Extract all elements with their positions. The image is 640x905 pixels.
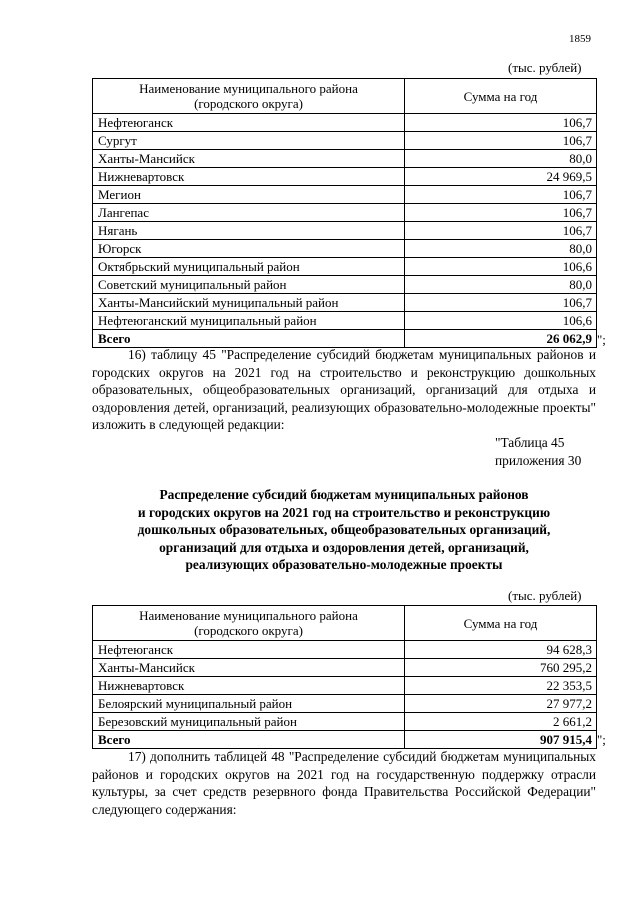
table1-total-value: 26 062,9 bbox=[405, 330, 597, 348]
table1-row-value: 80,0 bbox=[405, 240, 597, 258]
table1-closing-quote: "; bbox=[597, 332, 606, 347]
table2-row-value: 94 628,3 bbox=[405, 641, 597, 659]
paragraph-16 bbox=[92, 346, 596, 434]
table2-subsidies bbox=[92, 605, 597, 749]
table1-row-name: Нефтеюганск bbox=[93, 114, 405, 132]
table1-row bbox=[93, 312, 597, 330]
table1-row-name: Ханты-Мансийск bbox=[93, 150, 405, 168]
table1-body bbox=[93, 114, 597, 348]
paragraph-17-text: 17) дополнить таблицей 48 "Распределение субсидий бюджетам муниципальных районов и городских округов на 2021 год на государственную поддержку отрасли культуры, за счет средств резервного фонда Правительства Российской Федерации" следующего содержания: bbox=[92, 749, 596, 817]
table1-row-value: 80,0 bbox=[405, 150, 597, 168]
table1-header-name-line1: Наименование муниципального района bbox=[139, 81, 358, 96]
page-number: 1859 bbox=[569, 33, 591, 45]
distribution-heading bbox=[92, 486, 596, 574]
table1-total-label: Всего bbox=[93, 330, 405, 348]
table1-unit-label: (тыс. рублей) bbox=[508, 60, 582, 75]
table2-row-value: 760 295,2 bbox=[405, 659, 597, 677]
table2-closing-quote: "; bbox=[597, 732, 606, 747]
paragraph-16-text: 16) таблицу 45 "Распределение субсидий бюджетам муниципальных районов и городских округов на 2021 год на строительство и реконструкцию дошкольных образовательных, общеобразовательных организаций, организаций для отдыха и оздоровления детей, организаций, реализующих образовательно-молодежные проекты" изложить в следующей редакции: bbox=[92, 347, 596, 432]
table1-row-value: 106,7 bbox=[405, 294, 597, 312]
table2-header-sum: Сумма на год bbox=[405, 606, 597, 641]
table1-row bbox=[93, 222, 597, 240]
table1-row-name: Лангепас bbox=[93, 204, 405, 222]
table1-row-name: Октябрьский муниципальный район bbox=[93, 258, 405, 276]
table1-row bbox=[93, 204, 597, 222]
table1-row-name: Сургут bbox=[93, 132, 405, 150]
table2-row bbox=[93, 677, 597, 695]
table1-row-value: 106,7 bbox=[405, 222, 597, 240]
table2-total-label: Всего bbox=[93, 731, 405, 749]
table2-header-name-line2: (городского округа) bbox=[194, 623, 303, 638]
table1-header-name bbox=[93, 79, 405, 114]
heading-line1: Распределение субсидий бюджетам муниципальных районов bbox=[159, 487, 529, 502]
table1-row bbox=[93, 294, 597, 312]
table1-header-row bbox=[93, 79, 597, 114]
table1-row-value: 106,7 bbox=[405, 132, 597, 150]
table1-row-name: Югорск bbox=[93, 240, 405, 258]
table1-row-value: 24 969,5 bbox=[405, 168, 597, 186]
paragraph-17 bbox=[92, 748, 596, 818]
table2-row-value: 22 353,5 bbox=[405, 677, 597, 695]
table2-header-name-line1: Наименование муниципального района bbox=[139, 608, 358, 623]
table1-header-sum: Сумма на год bbox=[405, 79, 597, 114]
table2-row bbox=[93, 659, 597, 677]
heading-line5: реализующих образовательно-молодежные проекты bbox=[185, 557, 503, 572]
table1-row bbox=[93, 276, 597, 294]
table2-total-row bbox=[93, 731, 597, 749]
table1-row-name: Ханты-Мансийский муниципальный район bbox=[93, 294, 405, 312]
table2-row bbox=[93, 641, 597, 659]
table1-row bbox=[93, 150, 597, 168]
table1-row bbox=[93, 114, 597, 132]
table2-row-name: Березовский муниципальный район bbox=[93, 713, 405, 731]
table1-row-value: 106,6 bbox=[405, 258, 597, 276]
table2-header-name bbox=[93, 606, 405, 641]
table1-row bbox=[93, 186, 597, 204]
table2-row bbox=[93, 695, 597, 713]
table1-row-value: 106,7 bbox=[405, 204, 597, 222]
table2-unit-label: (тыс. рублей) bbox=[508, 588, 582, 603]
heading-line3: дошкольных образовательных, общеобразовательных организаций, bbox=[137, 522, 551, 537]
table2-row-name: Нижневартовск bbox=[93, 677, 405, 695]
table1-row bbox=[93, 240, 597, 258]
heading-line2: и городских округов на 2021 год на строительство и реконструкцию bbox=[137, 504, 551, 520]
table2-body bbox=[93, 641, 597, 749]
table2-row-name: Белоярский муниципальный район bbox=[93, 695, 405, 713]
table1-row bbox=[93, 168, 597, 186]
table2-row-value: 2 661,2 bbox=[405, 713, 597, 731]
table2-total-value: 907 915,4 bbox=[405, 731, 597, 749]
table1-row-value: 106,7 bbox=[405, 114, 597, 132]
table2-header-row bbox=[93, 606, 597, 641]
table1-row-name: Нижневартовск bbox=[93, 168, 405, 186]
table1-row-value: 80,0 bbox=[405, 276, 597, 294]
table2-row bbox=[93, 713, 597, 731]
table1-total-row bbox=[93, 330, 597, 348]
table2-row-value: 27 977,2 bbox=[405, 695, 597, 713]
table2-row-name: Ханты-Мансийск bbox=[93, 659, 405, 677]
table1-row-name: Нягань bbox=[93, 222, 405, 240]
heading-line4: организаций для отдыха и оздоровления детей, организаций, bbox=[159, 539, 529, 555]
table1-header-name-line2: (городского округа) bbox=[194, 96, 303, 111]
table1-row bbox=[93, 258, 597, 276]
table-ref-line1: "Таблица 45 bbox=[495, 435, 565, 450]
table1-row bbox=[93, 132, 597, 150]
table1-row-value: 106,6 bbox=[405, 312, 597, 330]
table1-row-value: 106,7 bbox=[405, 186, 597, 204]
table1-row-name: Мегион bbox=[93, 186, 405, 204]
table1-subsidies bbox=[92, 78, 597, 348]
table-ref-line2: приложения 30 bbox=[495, 453, 582, 468]
table1-row-name: Нефтеюганский муниципальный район bbox=[93, 312, 405, 330]
table1-row-name: Советский муниципальный район bbox=[93, 276, 405, 294]
table2-row-name: Нефтеюганск bbox=[93, 641, 405, 659]
